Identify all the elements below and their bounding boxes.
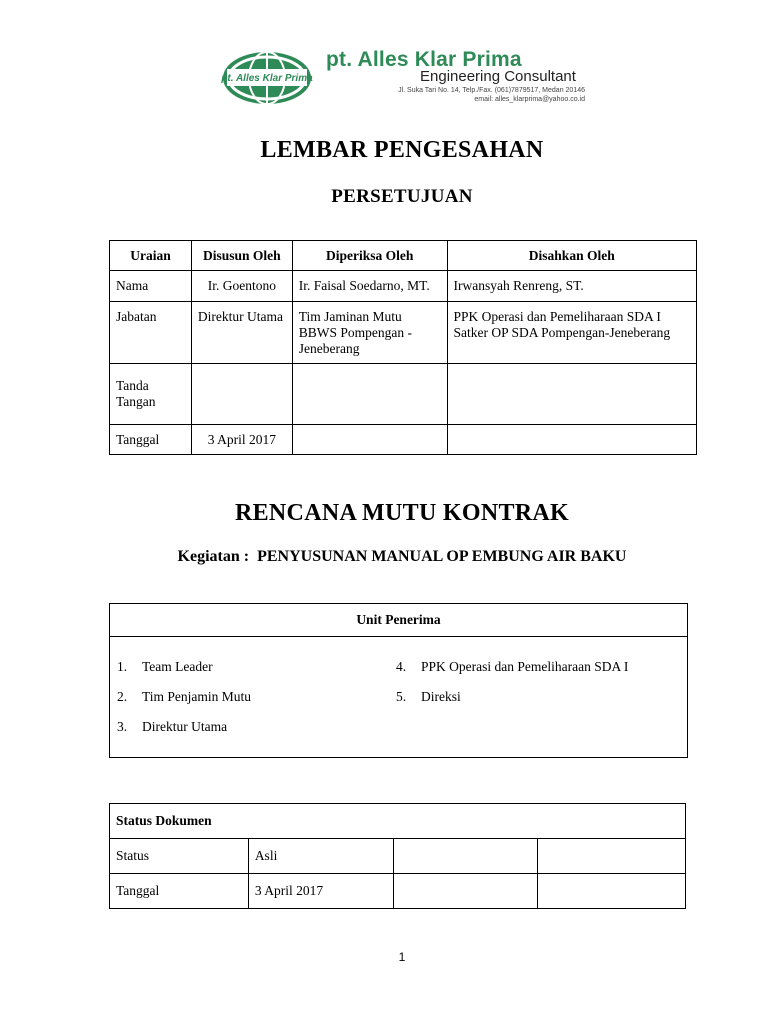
header-uraian: Uraian <box>110 241 192 271</box>
unit-penerima-title: Unit Penerima <box>110 604 687 637</box>
row-label: Nama <box>110 271 192 302</box>
table-row-tanggal <box>110 425 697 455</box>
empty-cell <box>538 839 686 874</box>
disusun-cell: Ir. Goentono <box>191 271 292 302</box>
list-number: 2. <box>117 689 128 704</box>
logo-text: pt. Alles Klar Prima <box>221 73 313 84</box>
row-label: Tanda Tangan <box>110 364 192 425</box>
list-text: Direktur Utama <box>142 719 228 734</box>
signature-cell <box>447 364 696 425</box>
table-row <box>110 874 686 909</box>
empty-cell <box>393 874 538 909</box>
disahkan-cell <box>447 425 696 455</box>
status-dokumen-title: Status Dokumen <box>110 804 686 839</box>
email-line: email: alles_klarprima@yahoo.co.id <box>474 96 585 103</box>
page-title: LEMBAR PENGESAHAN <box>260 137 544 163</box>
company-subtitle: Engineering Consultant <box>420 68 576 85</box>
page-number: 1 <box>398 950 406 964</box>
header-disahkan: Disahkan Oleh <box>447 241 696 271</box>
row-label: Tanggal <box>110 425 192 455</box>
list-number: 5. <box>396 689 407 704</box>
disusun-cell: 3 April 2017 <box>191 425 292 455</box>
unit-penerima-box <box>109 603 688 758</box>
list-number: 1. <box>117 659 128 674</box>
list-text: PPK Operasi dan Pemeliharaan SDA I <box>421 659 629 674</box>
list-number: 4. <box>396 659 407 674</box>
row-label: Status <box>110 839 249 874</box>
kegiatan-line <box>0 548 768 566</box>
list-item <box>117 689 251 705</box>
table-row-nama <box>110 271 697 302</box>
company-logo <box>221 50 313 106</box>
header-disusun: Disusun Oleh <box>191 241 292 271</box>
empty-cell <box>393 839 538 874</box>
signature-cell <box>191 364 292 425</box>
row-label: Tanggal <box>110 874 249 909</box>
table-header-row <box>110 241 697 271</box>
list-text: Direksi <box>421 689 461 704</box>
row-label: Jabatan <box>110 302 192 364</box>
row-value: Asli <box>248 839 393 874</box>
address-line: Jl. Suka Tari No. 14, Telp./Fax. (061)7879517, Medan 20146 <box>398 87 585 94</box>
table-row <box>110 839 686 874</box>
list-number: 3. <box>117 719 128 734</box>
kegiatan-label: Kegiatan : <box>177 548 250 565</box>
list-text: Tim Penjamin Mutu <box>142 689 252 704</box>
kegiatan-value: PENYUSUNAN MANUAL OP EMBUNG AIR BAKU <box>257 548 627 565</box>
disahkan-cell: PPK Operasi dan Pemeliharaan SDA I Satker OP SDA Pompengan-Jeneberang <box>447 302 696 364</box>
disahkan-cell: Irwansyah Renreng, ST. <box>447 271 696 302</box>
company-name: pt. Alles Klar Prima <box>326 48 522 71</box>
list-text: Team Leader <box>142 659 213 674</box>
empty-cell <box>538 874 686 909</box>
diperiksa-cell <box>292 425 447 455</box>
disusun-cell: Direktur Utama <box>191 302 292 364</box>
diperiksa-cell: Tim Jaminan Mutu BBWS Pompengan -Jeneberang <box>292 302 447 364</box>
diperiksa-cell: Ir. Faisal Soedarno, MT. <box>292 271 447 302</box>
approval-table <box>109 240 697 455</box>
status-dokumen-table <box>109 803 686 909</box>
company-address <box>390 86 585 104</box>
header-diperiksa: Diperiksa Oleh <box>292 241 447 271</box>
list-item <box>117 719 227 735</box>
list-item <box>396 659 628 675</box>
table-row-tanda-tangan <box>110 364 697 425</box>
table-row-jabatan <box>110 302 697 364</box>
row-value: 3 April 2017 <box>248 874 393 909</box>
table-header-row <box>110 804 686 839</box>
page-subtitle: PERSETUJUAN <box>331 186 473 207</box>
list-item <box>396 689 461 705</box>
section-title: RENCANA MUTU KONTRAK <box>234 500 569 526</box>
signature-cell <box>292 364 447 425</box>
list-item <box>117 659 213 675</box>
